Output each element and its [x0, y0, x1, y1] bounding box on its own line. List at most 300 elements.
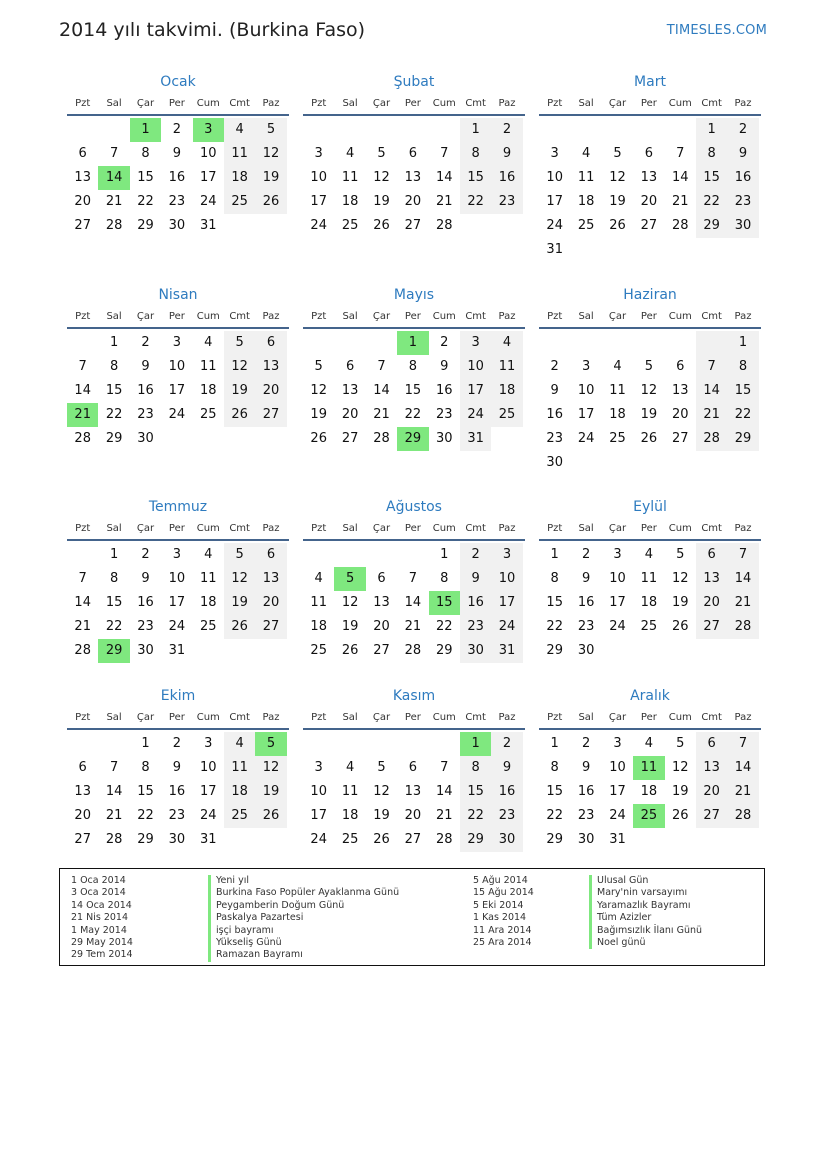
weekday-label: Cmt: [229, 311, 250, 322]
day-cell: 6: [696, 732, 727, 756]
day-cell: 2: [727, 118, 758, 142]
day-cell: 17: [460, 379, 491, 403]
empty-cell: [67, 732, 98, 756]
day-cell: 17: [199, 170, 217, 185]
weekday-label: Paz: [498, 523, 516, 534]
day-cell: 3: [491, 543, 522, 567]
month-name: Ekim: [160, 688, 196, 704]
day-cell: 12: [341, 595, 359, 610]
day-cell: 14: [74, 383, 91, 398]
day-cell: 14: [671, 170, 689, 185]
day-cell: 27: [74, 218, 91, 233]
day-cell: 4: [491, 331, 522, 355]
day-cell: 8: [550, 571, 559, 586]
day-cell: 10: [609, 571, 626, 586]
day-cell: 18: [310, 619, 327, 634]
day-cell: 31: [199, 832, 217, 847]
day-cell: 5: [613, 146, 622, 161]
day-cell: 12: [224, 567, 255, 591]
day-cell: 22: [105, 407, 123, 422]
day-cell: 25: [609, 431, 626, 446]
day-cell: 8: [460, 142, 491, 166]
day-cell: 16: [435, 383, 453, 398]
weekday-header: [539, 94, 761, 116]
holiday-day-cell: 1: [397, 331, 428, 355]
day-cell: 24: [577, 431, 595, 446]
weekday-label: Cmt: [701, 523, 722, 534]
weekday-label: Paz: [262, 712, 280, 723]
day-cell: 25: [341, 832, 359, 847]
weekday-label: Sal: [342, 712, 358, 723]
day-cell: 6: [377, 571, 386, 586]
weekday-label: Cum: [432, 523, 456, 534]
weekday-label: Çar: [608, 311, 627, 322]
day-cell: 27: [640, 218, 658, 233]
day-cell: 29: [435, 643, 453, 658]
day-cell: 10: [609, 760, 626, 775]
weekday-label: Pzt: [547, 712, 563, 723]
day-cell: 30: [168, 832, 186, 847]
empty-cell: [539, 118, 570, 142]
day-cell: 10: [310, 170, 327, 185]
empty-cell: [334, 543, 365, 567]
day-cell: 7: [109, 146, 119, 161]
weekday-label: Çar: [608, 98, 627, 109]
legend-date: 29 Tem 2014: [71, 949, 133, 961]
day-cell: 27: [255, 403, 286, 427]
day-cell: 13: [373, 595, 390, 610]
weekday-label: Pzt: [547, 523, 563, 534]
day-cell: 29: [696, 214, 727, 238]
weekday-header: [67, 708, 289, 730]
day-cell: 18: [341, 808, 359, 823]
day-cell: 7: [727, 732, 758, 756]
day-cell: 11: [577, 170, 595, 185]
legend-date: 14 Oca 2014: [71, 899, 132, 911]
weekday-label: Çar: [372, 311, 391, 322]
day-cell: 19: [224, 379, 255, 403]
empty-cell: [334, 732, 365, 756]
day-cell: 20: [671, 407, 689, 422]
day-cell: 18: [491, 379, 522, 403]
day-cell: 15: [460, 166, 491, 190]
weekday-header: [67, 94, 289, 116]
day-cell: 4: [204, 547, 213, 562]
day-cell: 31: [199, 218, 217, 233]
day-cell: 12: [609, 170, 626, 185]
day-cell: 12: [224, 355, 255, 379]
month-name: Haziran: [623, 287, 677, 303]
day-cell: 23: [137, 619, 154, 634]
day-cell: 11: [491, 355, 522, 379]
day-cell: 29: [105, 431, 123, 446]
month-name: Ocak: [160, 74, 196, 90]
empty-cell: [366, 118, 397, 142]
day-cell: 1: [550, 736, 559, 751]
day-cell: 13: [696, 567, 727, 591]
day-cell: 25: [640, 619, 658, 634]
day-cell: 18: [577, 194, 595, 209]
day-cell: 13: [74, 784, 91, 799]
day-cell: 6: [78, 760, 87, 775]
day-cell: 10: [491, 567, 522, 591]
weekday-label: Çar: [136, 98, 155, 109]
legend-right-dates: [473, 875, 534, 949]
month-name: Ağustos: [386, 499, 442, 515]
empty-cell: [539, 331, 570, 355]
day-cell: 2: [440, 335, 449, 350]
day-cell: 5: [377, 146, 386, 161]
day-cell: 31: [460, 427, 491, 451]
weekday-label: Sal: [106, 98, 122, 109]
legend-left-dates: [71, 875, 133, 962]
weekday-header: [303, 307, 525, 329]
day-cell: 26: [341, 643, 359, 658]
day-cell: 7: [377, 359, 386, 374]
day-cell: 13: [671, 383, 689, 398]
day-cell: 24: [199, 808, 217, 823]
day-cell: 6: [255, 331, 286, 355]
weekday-label: Per: [640, 523, 657, 534]
weekday-label: Per: [640, 311, 657, 322]
day-cell: 14: [373, 383, 390, 398]
month-name: Kasım: [392, 688, 436, 704]
month-name: Nisan: [158, 287, 198, 303]
weekday-label: Cum: [668, 712, 692, 723]
weekday-label: Çar: [136, 712, 155, 723]
month-block: [67, 285, 289, 451]
day-cell: 16: [137, 595, 154, 610]
day-cell: 2: [581, 547, 591, 562]
day-grid: [67, 118, 289, 238]
day-grid: [539, 118, 761, 262]
day-cell: 9: [581, 571, 591, 586]
day-cell: 1: [440, 547, 449, 562]
day-cell: 8: [440, 571, 449, 586]
day-cell: 21: [105, 194, 123, 209]
empty-cell: [303, 732, 334, 756]
legend-right-names: [589, 875, 702, 949]
day-cell: 29: [460, 828, 491, 852]
day-cell: 23: [577, 619, 595, 634]
day-cell: 14: [105, 784, 123, 799]
day-cell: 24: [609, 619, 626, 634]
day-cell: 18: [224, 166, 255, 190]
weekday-label: Paz: [262, 98, 280, 109]
day-cell: 11: [640, 571, 658, 586]
day-cell: 19: [671, 595, 689, 610]
day-cell: 28: [696, 427, 727, 451]
day-cell: 28: [105, 218, 123, 233]
day-cell: 13: [404, 784, 422, 799]
weekday-label: Paz: [498, 98, 516, 109]
day-cell: 6: [408, 146, 417, 161]
day-cell: 13: [404, 170, 422, 185]
day-cell: 7: [408, 571, 417, 586]
day-cell: 16: [460, 591, 491, 615]
day-grid: [303, 543, 525, 663]
weekday-label: Per: [404, 523, 421, 534]
day-cell: 13: [255, 355, 286, 379]
holiday-day-cell: 1: [460, 732, 491, 756]
day-cell: 28: [671, 218, 689, 233]
day-cell: 1: [550, 547, 559, 562]
day-cell: 9: [172, 760, 181, 775]
legend-holiday-name: Noel günü: [589, 937, 702, 949]
weekday-label: Cmt: [701, 712, 722, 723]
day-cell: 18: [199, 595, 217, 610]
weekday-label: Paz: [734, 523, 752, 534]
day-cell: 7: [696, 355, 727, 379]
weekday-label: Paz: [262, 523, 280, 534]
day-cell: 12: [640, 383, 658, 398]
day-cell: 5: [676, 547, 685, 562]
weekday-label: Pzt: [311, 712, 327, 723]
day-cell: 29: [137, 832, 154, 847]
month-block: [303, 497, 525, 663]
month-block: [539, 497, 761, 663]
day-cell: 13: [640, 170, 658, 185]
day-cell: 31: [609, 832, 626, 847]
day-cell: 22: [546, 619, 563, 634]
day-cell: 19: [640, 407, 658, 422]
day-cell: 9: [491, 756, 522, 780]
day-cell: 10: [199, 760, 217, 775]
month-name: Eylül: [633, 499, 667, 515]
day-cell: 1: [109, 547, 119, 562]
empty-cell: [67, 118, 98, 142]
weekday-label: Pzt: [75, 98, 91, 109]
weekday-label: Cum: [432, 311, 456, 322]
day-cell: 5: [224, 543, 255, 567]
weekday-header: [67, 519, 289, 541]
day-cell: 24: [199, 194, 217, 209]
day-cell: 1: [727, 331, 758, 355]
day-cell: 5: [224, 331, 255, 355]
day-cell: 30: [727, 214, 758, 238]
day-cell: 20: [404, 808, 422, 823]
day-cell: 15: [727, 379, 758, 403]
day-cell: 26: [224, 615, 255, 639]
day-cell: 8: [408, 359, 417, 374]
day-cell: 21: [727, 591, 758, 615]
holiday-day-cell: 25: [633, 804, 664, 828]
weekday-header: [539, 307, 761, 329]
day-cell: 9: [581, 760, 591, 775]
day-cell: 22: [546, 808, 563, 823]
day-cell: 19: [224, 591, 255, 615]
day-cell: 4: [204, 335, 213, 350]
day-cell: 6: [644, 146, 653, 161]
legend-holiday-name: Yükseliş Günü: [208, 937, 399, 949]
day-cell: 16: [727, 166, 758, 190]
day-cell: 26: [310, 431, 327, 446]
day-cell: 30: [137, 643, 154, 658]
day-cell: 7: [78, 359, 87, 374]
day-cell: 27: [696, 804, 727, 828]
empty-cell: [633, 331, 664, 355]
day-grid: [67, 331, 289, 451]
day-cell: 12: [671, 571, 689, 586]
day-cell: 10: [168, 359, 186, 374]
day-cell: 25: [310, 643, 327, 658]
day-cell: 3: [314, 146, 323, 161]
day-cell: 19: [255, 780, 286, 804]
day-cell: 1: [141, 736, 150, 751]
weekday-header: [303, 708, 525, 730]
weekday-label: Cmt: [701, 311, 722, 322]
day-cell: 22: [696, 190, 727, 214]
day-cell: 23: [168, 808, 186, 823]
empty-cell: [303, 543, 334, 567]
weekday-label: Cum: [668, 311, 692, 322]
day-cell: 19: [373, 808, 390, 823]
weekday-label: Sal: [578, 523, 594, 534]
day-cell: 30: [137, 431, 154, 446]
day-cell: 23: [491, 190, 522, 214]
day-cell: 29: [137, 218, 154, 233]
day-cell: 6: [78, 146, 87, 161]
day-cell: 30: [435, 431, 453, 446]
day-cell: 26: [671, 808, 689, 823]
weekday-label: Sal: [342, 311, 358, 322]
weekday-label: Cmt: [229, 523, 250, 534]
day-cell: 31: [546, 242, 563, 257]
month-name: Şubat: [393, 74, 435, 90]
day-cell: 18: [640, 784, 658, 799]
day-cell: 24: [460, 403, 491, 427]
day-cell: 27: [255, 615, 286, 639]
day-cell: 25: [577, 218, 595, 233]
day-cell: 5: [255, 118, 286, 142]
day-cell: 10: [168, 571, 186, 586]
weekday-label: Cum: [668, 523, 692, 534]
weekday-label: Cum: [668, 98, 692, 109]
day-cell: 8: [109, 359, 119, 374]
day-cell: 30: [577, 832, 595, 847]
empty-cell: [303, 331, 334, 355]
weekday-label: Pzt: [311, 311, 327, 322]
weekday-label: Per: [404, 712, 421, 723]
weekday-label: Sal: [578, 311, 594, 322]
day-cell: 27: [341, 431, 359, 446]
weekday-label: Cum: [432, 712, 456, 723]
day-cell: 26: [255, 804, 286, 828]
day-cell: 17: [168, 383, 186, 398]
day-cell: 2: [141, 335, 150, 350]
weekday-label: Per: [168, 712, 185, 723]
day-cell: 20: [696, 780, 727, 804]
day-cell: 19: [373, 194, 390, 209]
day-cell: 7: [727, 543, 758, 567]
day-cell: 14: [696, 379, 727, 403]
day-cell: 13: [696, 756, 727, 780]
day-cell: 9: [727, 142, 758, 166]
day-cell: 5: [644, 359, 653, 374]
day-cell: 23: [460, 615, 491, 639]
day-cell: 9: [440, 359, 449, 374]
day-cell: 20: [640, 194, 658, 209]
empty-cell: [303, 118, 334, 142]
day-cell: 10: [460, 355, 491, 379]
weekday-header: [303, 519, 525, 541]
day-cell: 28: [404, 643, 422, 658]
day-cell: 25: [341, 218, 359, 233]
legend-date: 1 Oca 2014: [71, 875, 126, 886]
day-cell: 15: [404, 383, 422, 398]
day-cell: 12: [373, 170, 390, 185]
legend-date: 21 Nis 2014: [71, 912, 128, 924]
legend-holiday-name: Yaramazlık Bayramı: [589, 900, 702, 912]
day-cell: 19: [609, 194, 626, 209]
day-cell: 13: [255, 567, 286, 591]
day-cell: 19: [255, 166, 286, 190]
day-cell: 27: [404, 218, 422, 233]
empty-cell: [366, 732, 397, 756]
month-block: [67, 72, 289, 238]
empty-cell: [570, 118, 601, 142]
day-cell: 11: [224, 756, 255, 780]
brand-link[interactable]: TIMESLES.COM: [666, 23, 767, 38]
page-title: 2014 yılı takvimi. (Burkina Faso): [59, 19, 366, 41]
weekday-label: Cmt: [465, 523, 486, 534]
day-cell: 9: [141, 571, 150, 586]
weekday-label: Çar: [608, 523, 627, 534]
day-cell: 15: [696, 166, 727, 190]
day-cell: 2: [141, 547, 150, 562]
day-cell: 7: [676, 146, 685, 161]
holiday-day-cell: 14: [98, 166, 129, 190]
day-cell: 29: [546, 643, 563, 658]
day-cell: 9: [141, 359, 150, 374]
month-name: Mart: [634, 74, 666, 90]
day-cell: 24: [168, 619, 186, 634]
day-cell: 8: [460, 756, 491, 780]
weekday-header: [67, 307, 289, 329]
day-cell: 17: [546, 194, 563, 209]
month-block: [303, 285, 525, 451]
day-cell: 4: [613, 359, 622, 374]
day-cell: 1: [696, 118, 727, 142]
day-cell: 4: [224, 732, 255, 756]
weekday-label: Çar: [136, 311, 155, 322]
day-cell: 4: [345, 146, 355, 161]
weekday-label: Çar: [372, 712, 391, 723]
day-cell: 16: [491, 780, 522, 804]
day-cell: 3: [581, 359, 591, 374]
day-cell: 11: [224, 142, 255, 166]
day-cell: 28: [373, 431, 390, 446]
weekday-label: Paz: [262, 311, 280, 322]
weekday-label: Cum: [196, 311, 220, 322]
day-cell: 8: [550, 760, 559, 775]
day-cell: 21: [373, 407, 390, 422]
day-cell: 28: [727, 615, 758, 639]
day-cell: 3: [460, 331, 491, 355]
legend-holiday-name: işçi bayramı: [208, 925, 399, 937]
day-cell: 8: [141, 146, 150, 161]
weekday-label: Sal: [106, 311, 122, 322]
day-grid: [303, 732, 525, 852]
weekday-label: Çar: [372, 523, 391, 534]
day-cell: 4: [581, 146, 591, 161]
day-cell: 22: [137, 808, 154, 823]
day-cell: 15: [546, 595, 563, 610]
day-cell: 22: [460, 804, 491, 828]
day-cell: 14: [727, 567, 758, 591]
day-cell: 28: [727, 804, 758, 828]
month-name: Aralık: [630, 688, 670, 704]
